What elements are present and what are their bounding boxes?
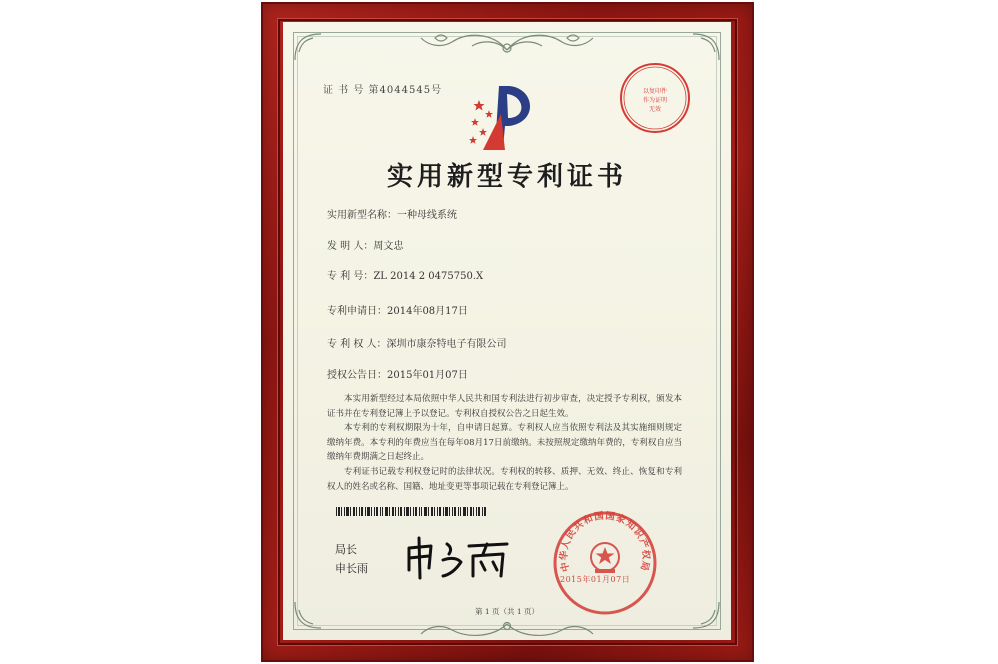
director-signature bbox=[403, 534, 513, 582]
field-inventor bbox=[327, 237, 403, 252]
field-patent-number bbox=[327, 267, 483, 282]
bottom-ornament bbox=[407, 618, 607, 640]
patent-office-logo bbox=[465, 78, 545, 158]
paragraph-record: 专利证书记载专利权登记时的法律状况。专利权的转移、质押、无效、终止、恢复和专利权人的姓名或名称、国籍、地址变更等事项记载在专利登记簿上。 bbox=[327, 467, 682, 492]
page-number: 第 1 页（共 1 页） bbox=[474, 607, 540, 616]
field-label: 专 利 号： bbox=[327, 271, 374, 282]
field-value: 2015年01月07日 bbox=[387, 370, 468, 381]
paragraph-grant: 本实用新型经过本局依照中华人民共和国专利法进行初步审查，决定授予专利权，颁发本证书并在专利登记簿上予以登记。专利权自授权公告之日起生效。 bbox=[327, 394, 682, 419]
field-patentee bbox=[327, 335, 507, 350]
field-label: 实用新型名称： bbox=[327, 210, 397, 221]
svg-text:中华人民共和国国家知识产权局: 中华人民共和国国家知识产权局 bbox=[558, 510, 652, 573]
field-label: 专利申请日： bbox=[327, 306, 387, 317]
official-seal bbox=[551, 509, 659, 617]
field-value: 2014年08月17日 bbox=[387, 306, 468, 317]
svg-text:以复印件: 以复印件 bbox=[642, 88, 668, 95]
field-application-date bbox=[327, 302, 468, 317]
copy-validation-stamp bbox=[616, 59, 694, 137]
patent-certificate bbox=[283, 22, 731, 640]
field-label: 授权公告日： bbox=[327, 370, 387, 381]
top-ornament bbox=[407, 28, 607, 58]
field-utility-model-name bbox=[327, 206, 457, 221]
director-title: 局长 bbox=[335, 543, 357, 556]
field-label: 专 利 权 人： bbox=[327, 339, 387, 350]
director-name: 申长雨 bbox=[335, 562, 368, 575]
field-value: 深圳市康奈特电子有限公司 bbox=[386, 339, 507, 350]
corner-ornament-top-left bbox=[291, 30, 331, 70]
svg-text:作为证明: 作为证明 bbox=[642, 97, 668, 104]
certificate-number: 证 书 号 第4044545号 bbox=[323, 85, 443, 96]
paragraph-term: 本专利的专利权期限为十年，自申请日起算。专利权人应当依照专利法及其实施细则规定缴纳年费。本专利的年费应当在每年08月17日前缴纳。未按照规定缴纳年费的，专利权自应当缴纳年费期满之日起终止。 bbox=[327, 423, 682, 462]
svg-text:无效: 无效 bbox=[648, 106, 662, 113]
certificate-title: 实用新型专利证书 bbox=[386, 162, 627, 192]
seal-date: 2015年01月07日 bbox=[560, 575, 631, 584]
field-grant-date bbox=[327, 366, 468, 381]
field-value: 一种母线系统 bbox=[397, 210, 457, 221]
field-label: 发 明 人： bbox=[327, 241, 374, 252]
barcode bbox=[336, 507, 486, 516]
field-value: ZL 2014 2 0475750.X bbox=[373, 271, 484, 282]
field-value: 周文忠 bbox=[373, 241, 404, 252]
